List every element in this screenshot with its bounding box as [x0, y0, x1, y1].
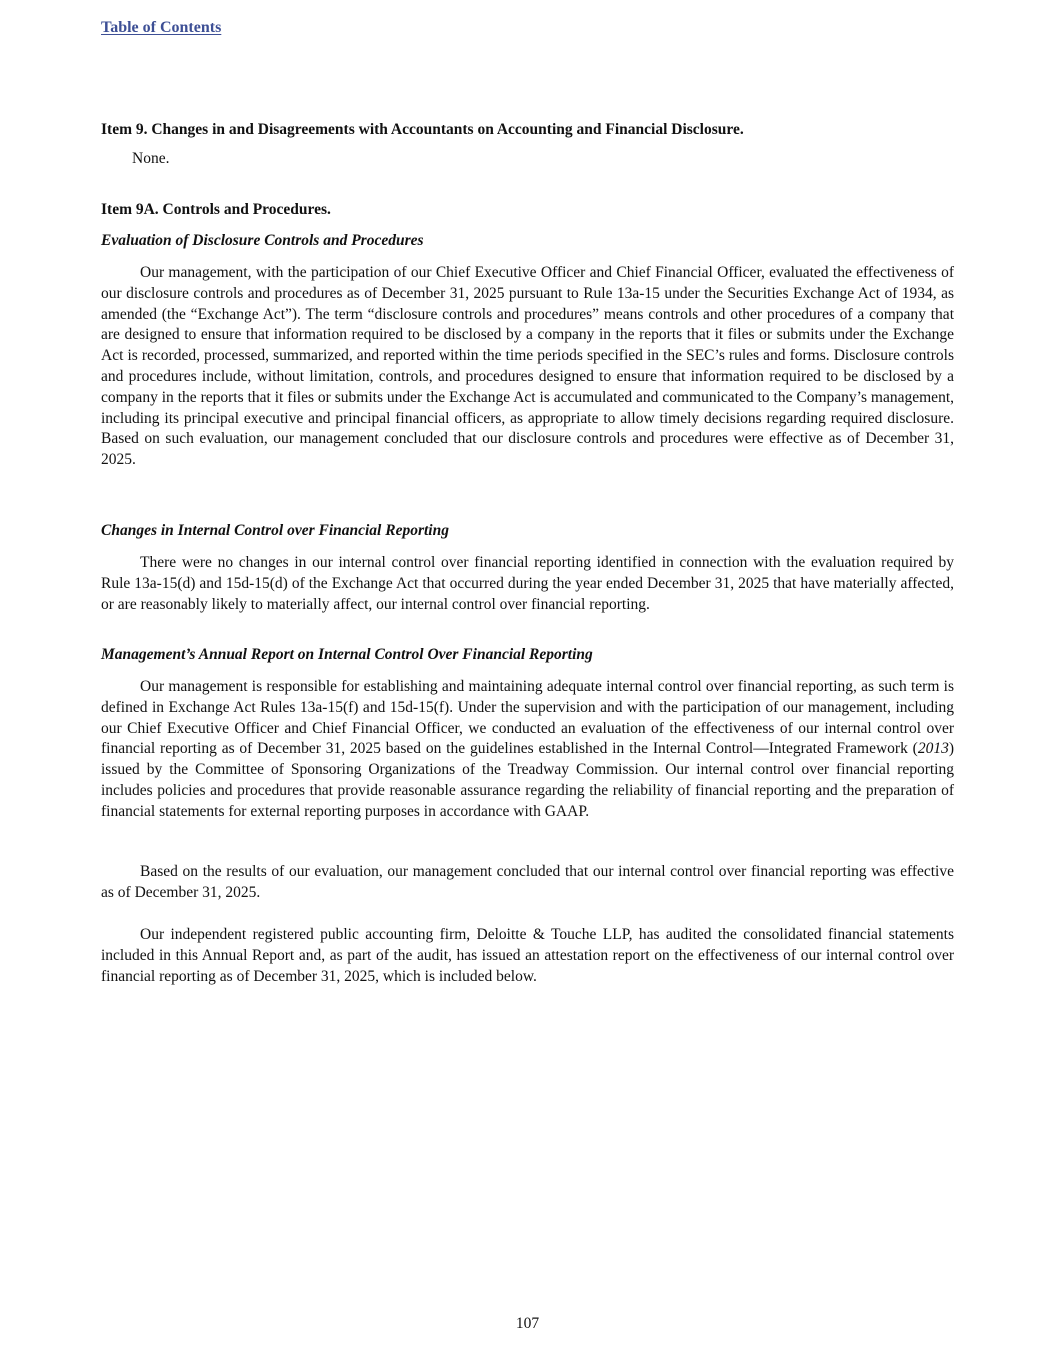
paragraph-text-before: Our management is responsible for establishing and maintaining adequate internal control over financial reporting, as such term is defined in Exchange Act Rules 13a-15(f) and 15d-15(f). Under the supervision and with the participation of our management, including our Chief Executive Officer and Chief Financial Officer, we conducted an evaluation of the effectiveness of our internal control over financial reporting as of December 31, 2025 based on the guidelines established in the Internal Control—Integrated Framework (: [101, 678, 954, 758]
page-number: 107: [515, 1315, 540, 1332]
paragraph-changes: There were no changes in our internal control over financial reporting identified in connection with the evaluation required by Rule 13a-15(d) and 15d-15(d) of the Exchange Act that occurred during the year ended December 31, 2025 that have materially affected, or are reasonably likely to materially affect, our internal control over financial reporting.: [101, 554, 954, 613]
framework-year: 2013: [917, 740, 949, 758]
section-heading-evaluation: Evaluation of Disclosure Controls and Procedures: [101, 232, 424, 249]
item-9a-heading: Item 9A. Controls and Procedures.: [101, 201, 331, 218]
section-heading-management-report: Management’s Annual Report on Internal Control Over Financial Reporting: [101, 646, 593, 663]
item-9-heading: Item 9. Changes in and Disagreements with Accountants on Accounting and Financial Disclosure.: [101, 121, 744, 138]
paragraph-evaluation: Our management, with the participation of our Chief Executive Officer and Chief Financial Officer, evaluated the effectiveness of our disclosure controls and procedures as of December 31, 2025 pursuant to Rule 13a-15 under the Securities Exchange Act of 1934, as amended (the “Exchange Act”). The term “disclosure controls and procedures” means controls and other procedures of a company that are designed to ensure that information required to be disclosed by a company in the reports that it files or submits under the Exchange Act is recorded, processed, summarized, and reported within the time periods specified in the SEC’s rules and forms. Disclosure controls and procedures include, without limitation, controls, and procedures designed to ensure that information required to be disclosed by a company in the reports that it files or submits under the Exchange Act is accumulated and communicated to the Company’s management, including its principal executive and principal financial officers, as appropriate to allow timely decisions regarding required disclosure. Based on such evaluation, our management concluded that our disclosure controls and procedures were effective as of December 31, 2025.: [101, 264, 954, 469]
item-9-body: None.: [132, 150, 170, 167]
paragraph-conclusion: Based on the results of our evaluation, our management concluded that our internal control over financial reporting was effective as of December 31, 2025.: [101, 863, 954, 901]
paragraph-text-after: ) issued by the Committee of Sponsoring Organizations of the Treadway Commission. Our internal control over financial reporting includes policies and procedures that provide reasonable assurance regarding the reliability of financial reporting and the preparation of financial statements for external reporting purposes in accordance with GAAP.: [101, 740, 954, 820]
section-heading-changes: Changes in Internal Control over Financial Reporting: [101, 522, 449, 539]
table-of-contents-link[interactable]: Table of Contents: [101, 19, 222, 36]
paragraph-management-report: [101, 677, 954, 823]
paragraph-auditor: Our independent registered public accounting firm, Deloitte & Touche LLP, has audited the consolidated financial statements included in this Annual Report and, as part of the audit, has issued an attestation report on the effectiveness of our internal control over financial reporting as of December 31, 2025, which is included below.: [101, 926, 954, 985]
